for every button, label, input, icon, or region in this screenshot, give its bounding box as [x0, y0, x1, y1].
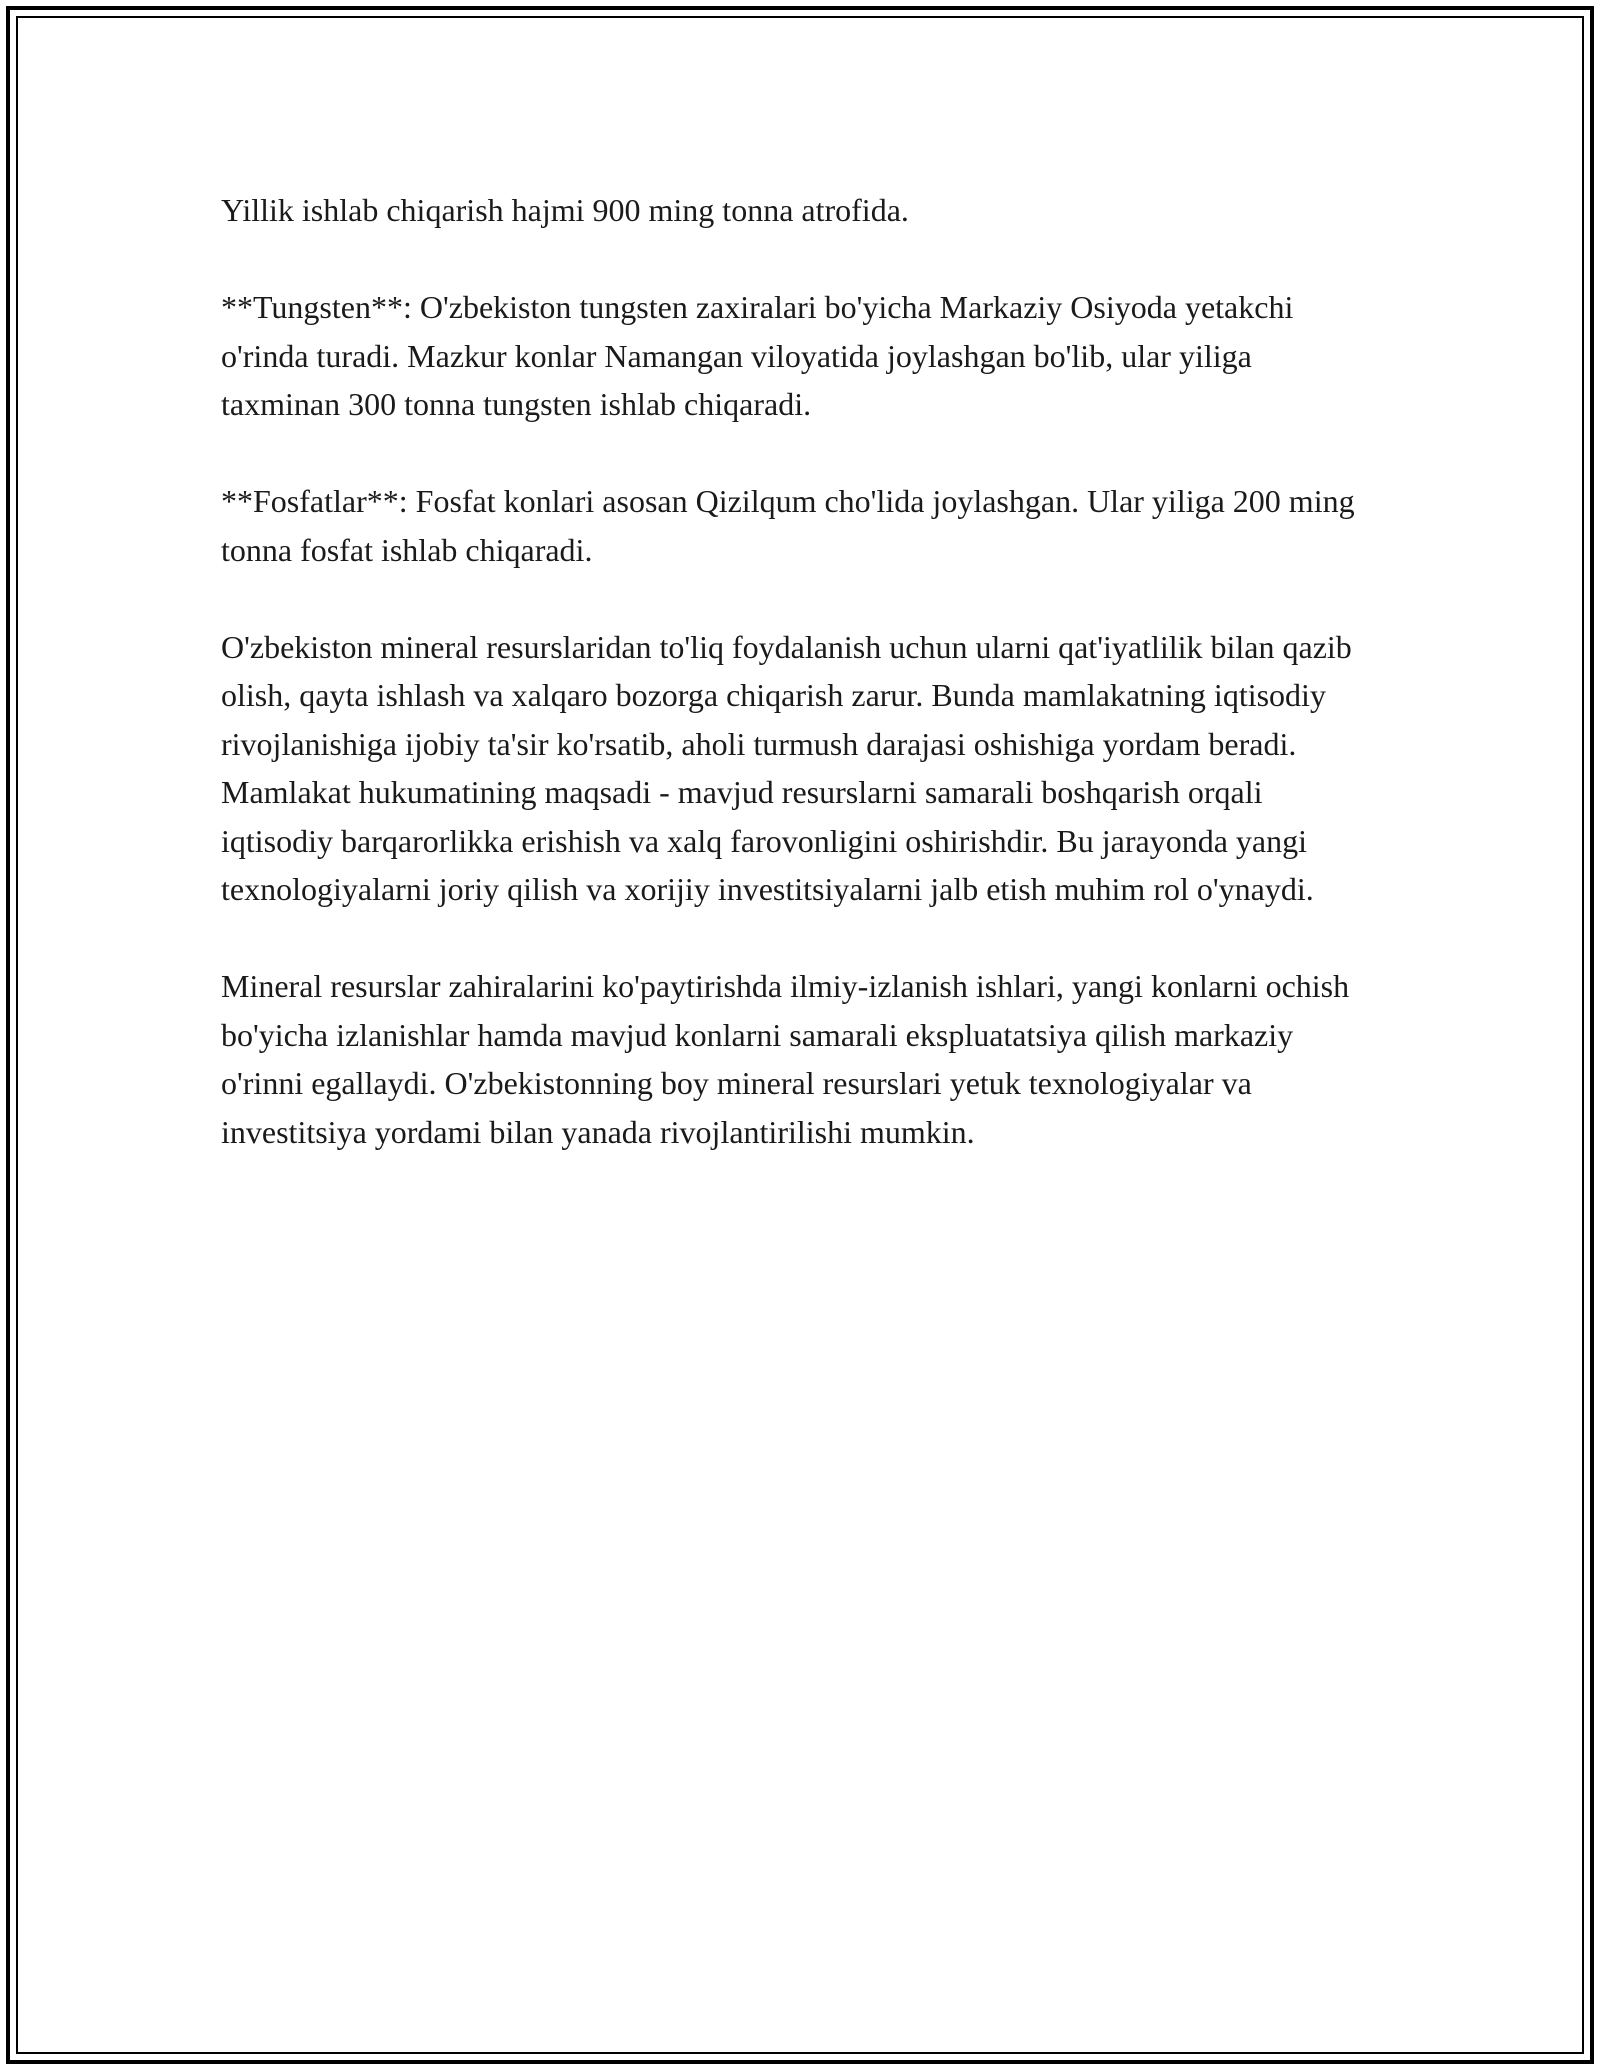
- paragraph-tungsten: **Tungsten**: O'zbekiston tungsten zaxiralari bo'yicha Markaziy Osiyoda yetakchi o'rinda turadi. Mazkur konlar Namangan viloyatida joylashgan bo'lib, ular yiliga taxminan 300 tonna tungsten ishlab chiqaradi.: [221, 289, 1294, 422]
- document-body: [221, 186, 1371, 1205]
- paragraph-production-volume: Yillik ishlab chiqarish hajmi 900 ming tonna atrofida.: [221, 192, 909, 228]
- paragraph-resource-usage: O'zbekiston mineral resurslaridan to'liq foydalanish uchun ularni qat'iyatlilik bilan qazib olish, qayta ishlash va xalqaro bozorga chiqarish zarur. Bunda mamlakatning iqtisodiy rivojlanishiga ijobiy ta'sir ko'rsatib, aholi turmush darajasi oshishiga yordam beradi. Mamlakat hukumatining maqsadi - mavjud resurslarni samarali boshqarish orqali iqtisodiy barqarorlikka erishish va xalq farovonligini oshirishdir. Bu jarayonda yangi texnologiyalarni joriy qilish va xorijiy investitsiyalarni jalb etish muhim rol o'ynaydi.: [221, 628, 1352, 907]
- paragraph-phosphates: **Fosfatlar**: Fosfat konlari asosan Qizilqum cho'lida joylashgan. Ular yiliga 200 ming tonna fosfat ishlab chiqaradi.: [221, 483, 1355, 568]
- paragraph-reserves-growth: Mineral resurslar zahiralarini ko'paytirishda ilmiy-izlanish ishlari, yangi konlarni ochish bo'yicha izlanishlar hamda mavjud konlarni samarali ekspluatatsiya qilish markaziy o'rinni egallaydi. O'zbekistonning boy mineral resurslari yetuk texnologiyalar va investitsiya yordami bilan yanada rivojlantirilishi mumkin.: [221, 968, 1350, 1150]
